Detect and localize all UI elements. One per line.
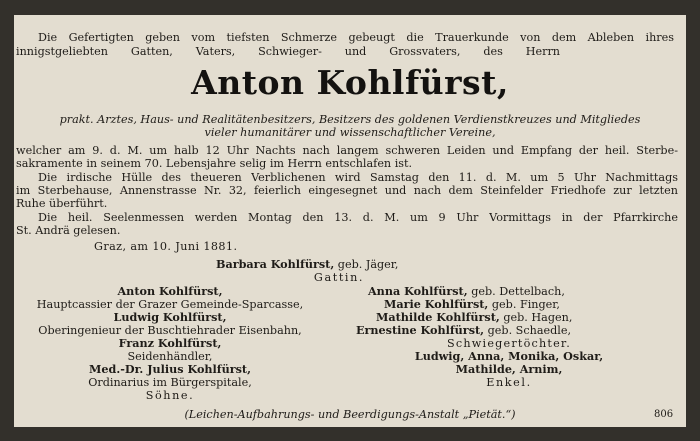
obituary-notice (14, 15, 686, 427)
daughter-in-law-2-maiden: geb. Finger, (491, 298, 560, 311)
son-1-name: Anton Kohlfürst, (117, 284, 223, 298)
funeral-institute: (Leichen-Aufbahrungs- und Beerdigungs-Anstalt „Pietät.“) (184, 408, 516, 421)
daughters-in-law-role: Schwiegertöchter. (447, 337, 571, 350)
grandchildren-role: Enkel. (486, 376, 532, 389)
daughter-in-law-4-name: Ernestine Kohlfürst, (356, 323, 485, 337)
wife-name: Barbara Kohlfürst, (216, 257, 335, 271)
son-2-desc: Oberingenieur der Buschtiehrader Eisenbahn, (38, 324, 302, 337)
daughter-in-law-4-maiden: geb. Schaedle, (487, 324, 572, 337)
grandchildren-line-1: Ludwig, Anna, Monika, Oskar, (414, 349, 604, 363)
body-p3-line-1: Die heil. Seelenmessen werden Montag den 13. d. M. um 9 Uhr Vormittags in der Pfarrkirche (38, 211, 678, 224)
son-3-desc: Seidenhändler, (127, 350, 213, 363)
titles-line-2: vieler humanitärer und wissenschaftlicher Vereine, (204, 126, 496, 139)
sons-role: Söhne. (145, 389, 195, 402)
daughter-in-law-1-maiden: geb. Dettelbach, (471, 285, 565, 298)
body-p2-line-1: Die irdische Hülle des theueren Verblichenen wird Samstag den 11. d. M. um 5 Uhr Nachmittags (38, 171, 678, 184)
wife-maiden-name: geb. Jäger, (337, 258, 399, 271)
wife-line (216, 258, 398, 271)
body-p3-line-2: St. Andrä gelesen. (16, 224, 121, 237)
body-p2-line-3: Ruhe überführt. (16, 197, 108, 210)
daughter-in-law-3-name: Mathilde Kohlfürst, (376, 310, 500, 324)
place-date: Graz, am 10. Juni 1881. (94, 240, 238, 253)
notice-number: 806 (654, 409, 674, 420)
son-1-desc: Hauptcassier der Grazer Gemeinde-Sparcasse, (36, 298, 304, 311)
body-p1-line-2: sakramente in seinem 70. Lebensjahre selig im Herrn entschlafen ist. (16, 157, 413, 170)
daughter-in-law-1-name: Anna Kohlfürst, (368, 284, 468, 298)
deceased-name: Anton Kohlfürst, (191, 63, 509, 102)
wife-role: Gattin. (313, 271, 365, 284)
daughter-in-law-2-name: Marie Kohlfürst, (384, 297, 489, 311)
son-4-name: Med.-Dr. Julius Kohlfürst, (89, 362, 251, 376)
son-2-name: Ludwig Kohlfürst, (113, 310, 227, 324)
grandchildren-line-2: Mathilde, Arnim, (455, 362, 563, 376)
daughter-in-law-3-maiden: geb. Hagen, (503, 311, 573, 324)
daughter-in-law-4 (356, 324, 571, 337)
son-4-desc: Ordinarius im Bürgerspitale, (88, 376, 252, 389)
titles-line-1: prakt. Arztes, Haus- und Realitätenbesitzers, Besitzers des goldenen Verdienstkreuzes und Mitgliedes (59, 113, 641, 126)
body-p2-line-2: im Sterbehause, Annenstrasse Nr. 32, feierlich eingesegnet und nach dem Steinfelder Friedhofe zur letzten (16, 184, 678, 197)
son-3-name: Franz Kohlfürst, (118, 336, 222, 350)
body-p1-line-1: welcher am 9. d. M. um halb 12 Uhr Nachts nach langem schweren Leiden und Empfang der heil. Sterbe- (16, 144, 678, 157)
intro-line-1: Die Gefertigten geben vom tiefsten Schmerze gebeugt die Trauerkunde von dem Ableben ihres (38, 31, 674, 44)
intro-line-2: innigstgeliebten Gatten, Vaters, Schwieger- und Grossvaters, des Herrn (16, 45, 560, 58)
